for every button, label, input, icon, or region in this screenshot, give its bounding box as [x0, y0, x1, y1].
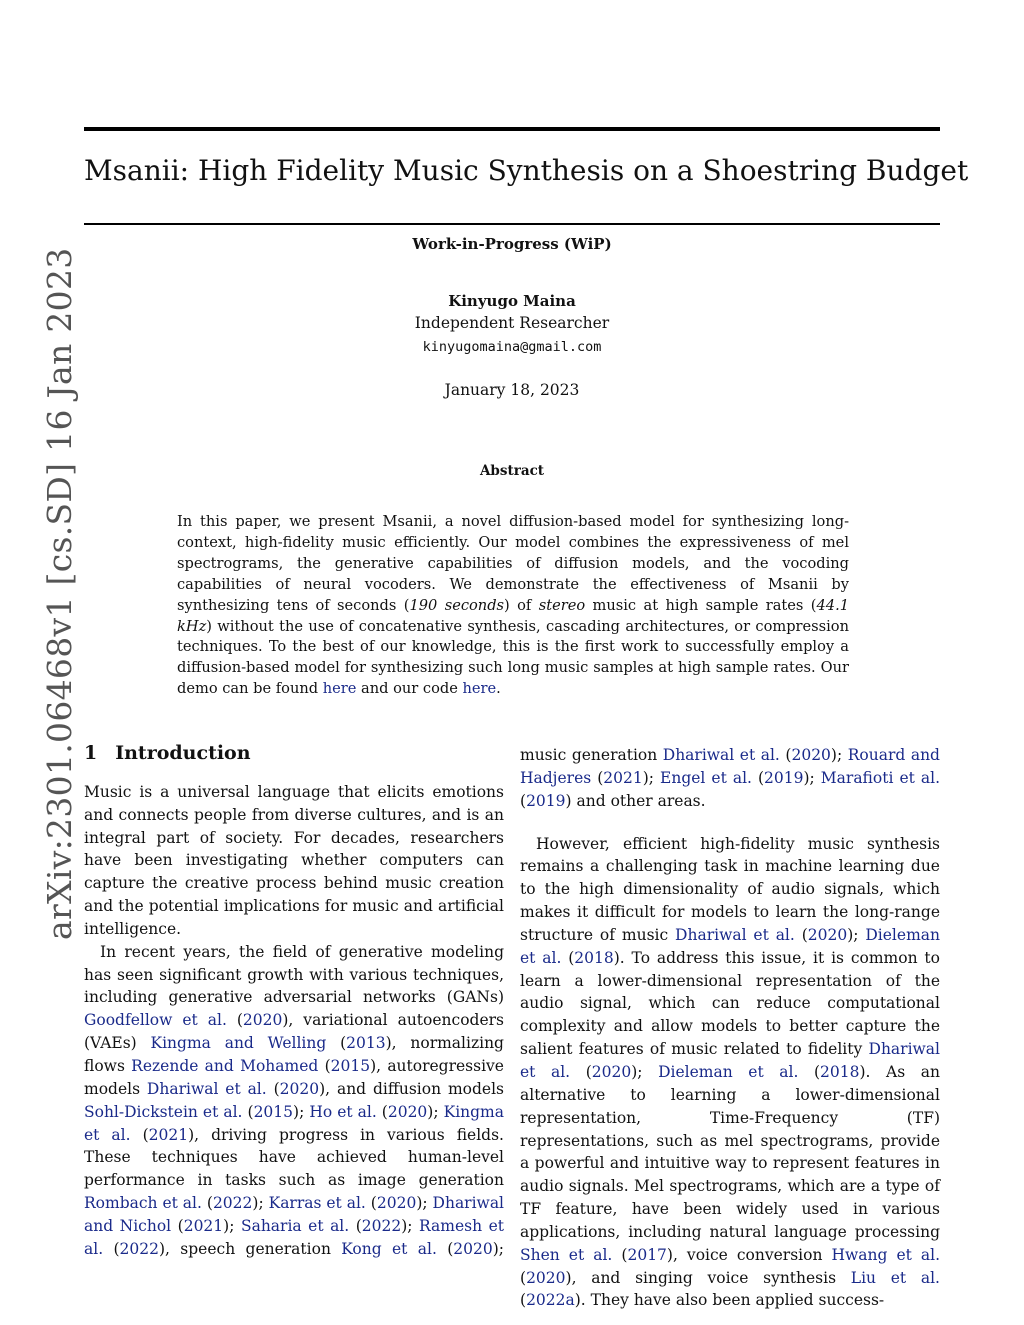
paragraph-text: ); — [847, 925, 866, 944]
paragraph-text: ( — [365, 1194, 377, 1213]
citation-link[interactable]: Dhariwal et al. — [662, 745, 780, 764]
citation-link[interactable]: 2019 — [526, 791, 566, 810]
citation-link[interactable]: 2021 — [603, 768, 643, 787]
citation-link[interactable]: Ho et al. — [309, 1102, 377, 1121]
paragraph-text: ); — [252, 1194, 269, 1213]
paper-date: January 18, 2023 — [444, 381, 580, 399]
paragraph-2-continued — [520, 744, 940, 813]
citation-link[interactable]: 2020 — [279, 1079, 320, 1098]
citation-link[interactable]: 2022a — [526, 1291, 575, 1310]
paragraph-text: ( — [751, 768, 765, 787]
citation-link[interactable]: Rouard and Hadjeres — [520, 745, 940, 787]
abstract-text: music at high sample rates ( — [585, 596, 817, 614]
citation-link[interactable]: Hwang et al. — [831, 1245, 941, 1264]
paragraph-text: ), and diffusion models — [319, 1079, 504, 1098]
citation-link[interactable]: 2017 — [627, 1245, 667, 1264]
abstract-text: In this paper, we present Msanii, a novel diffusion-based model for synthesizing long-context, high-fidelity music efficiently. Our model combines the expressiveness of mel spectrograms, the generative capabilities of diffusion models, and the vocoding capabilities of neural vocoders. We demonstrate the effectiveness of Msanii by synthesizing tens of seconds ( — [177, 513, 849, 614]
citation-link[interactable]: Sohl-Dickstein et al. — [84, 1102, 243, 1121]
paragraph-text: ( — [798, 1062, 821, 1081]
citation-link[interactable]: 2022 — [212, 1194, 253, 1213]
paragraph-text: ( — [376, 1102, 388, 1121]
paragraph-text: ), variational autoencoders (VAEs) — [84, 1011, 504, 1053]
citation-link[interactable]: 2015 — [253, 1102, 294, 1121]
paragraph-text: ); — [830, 745, 848, 764]
code-link[interactable]: here — [462, 680, 497, 698]
citation-link[interactable]: 2021 — [183, 1216, 224, 1235]
paragraph-text: ( — [130, 1125, 149, 1144]
paragraph-text: music generation — [520, 745, 658, 764]
paragraph-text: ( — [201, 1194, 213, 1213]
abstract-text: and our code — [356, 680, 463, 698]
paragraph-text: ( — [326, 1034, 347, 1053]
abstract-text: ) without the use of concatenative synthesis, cascading architectures, or compression techniques. To the best of our knowledge, this is the first work to successfully employ a diffusion-based model for synthesizing such long music samples at high sample rates. Our demo can be found — [177, 617, 849, 698]
citation-link[interactable]: Engel et al. — [660, 768, 752, 787]
paragraph-text: ), normalizing flows — [84, 1034, 504, 1075]
paper-subtitle: Work-in-Progress (WiP) — [412, 235, 612, 253]
paragraph-text: ), driving progress in various fields. These techniques have achieved human-level performance in tasks such as image generation — [84, 1125, 504, 1190]
abstract-text: . — [496, 680, 501, 698]
citation-link[interactable]: 2019 — [764, 768, 804, 787]
citation-link[interactable]: Dieleman et al. — [658, 1062, 799, 1081]
citation-link[interactable]: 2020 — [453, 1239, 493, 1258]
title-top-rule — [84, 127, 940, 131]
section-number: 1 — [84, 742, 98, 764]
citation-link[interactable]: 2020 — [807, 925, 848, 944]
citation-link[interactable]: Liu et al. — [850, 1268, 940, 1287]
paragraph-text: ( — [520, 1268, 527, 1287]
right-column — [520, 744, 940, 1312]
paragraph-text: ( — [171, 1216, 184, 1235]
paragraph-text: In recent years, the field of generative modeling has seen significant growth with various techniques, including generative adversarial networks (GANs) — [84, 942, 504, 1007]
paragraph-text: ); — [803, 768, 821, 787]
citation-link[interactable]: 2020 — [591, 1062, 632, 1081]
abstract-body — [177, 512, 849, 700]
paragraph-text: ), autoregressive models — [84, 1056, 504, 1098]
paragraph-text: ), and singing voice synthesis — [565, 1268, 851, 1287]
abstract-emphasis: 44.1 kHz — [177, 596, 849, 635]
citation-link[interactable]: Goodfellow et al. — [84, 1011, 227, 1030]
citation-link[interactable]: Ramesh et al. — [84, 1216, 504, 1258]
citation-link[interactable]: Dieleman et al. — [520, 925, 940, 967]
paragraph-text: ( — [242, 1102, 254, 1121]
citation-link[interactable]: Rombach et al. — [84, 1194, 202, 1213]
paragraph-3 — [520, 833, 940, 1313]
paragraph-text: ( — [226, 1011, 243, 1030]
abstract-heading: Abstract — [479, 463, 545, 479]
demo-link[interactable]: here — [322, 680, 357, 698]
citation-link[interactable]: Kingma et al. — [84, 1102, 504, 1144]
paragraph-text: ); — [631, 1062, 659, 1081]
author-email[interactable]: kinyugomaina@gmail.com — [422, 339, 602, 355]
abstract-emphasis: 190 seconds — [409, 596, 505, 614]
paragraph-text: ( — [318, 1056, 331, 1075]
paragraph-text: ( — [794, 925, 808, 944]
citation-link[interactable]: 2022 — [361, 1216, 402, 1235]
citation-link[interactable]: 2018 — [574, 948, 614, 967]
citation-link[interactable]: 2020 — [242, 1011, 283, 1030]
citation-link[interactable]: Karras et al. — [268, 1194, 366, 1213]
paragraph-text: ( — [520, 1291, 527, 1310]
paragraph-text: ); — [492, 1239, 504, 1258]
paragraph-text: ( — [266, 1079, 280, 1098]
citation-link[interactable]: 2021 — [148, 1125, 189, 1144]
citation-link[interactable]: 2020 — [791, 745, 831, 764]
arxiv-identifier: arXiv:2301.06468v1 [cs.SD] 16 Jan 2023 — [40, 247, 79, 940]
paragraph-text: ( — [103, 1239, 120, 1258]
paragraph-text: ), speech generation — [158, 1239, 342, 1258]
paragraph-2 — [84, 941, 504, 1260]
citation-link[interactable]: 2020 — [376, 1194, 417, 1213]
paragraph-text: However, efficient high-fidelity music synthesis remains a challenging task in machine learning due to the high dimensionality of audio signals, which makes it difficult for models to learn the long-range structure of music — [520, 834, 940, 944]
paragraph-text: ); — [427, 1102, 444, 1121]
section-title: Introduction — [115, 742, 251, 764]
paragraph-text: ) and other areas. — [565, 791, 706, 810]
citation-link[interactable]: 2015 — [330, 1056, 371, 1075]
citation-link[interactable]: 2020 — [526, 1268, 566, 1287]
paragraph-text: ( — [349, 1216, 362, 1235]
citation-link[interactable]: Dhariwal and Nichol — [84, 1194, 504, 1235]
citation-link[interactable]: 2020 — [387, 1102, 428, 1121]
citation-link[interactable]: Rezende and Mohamed — [131, 1056, 319, 1075]
paragraph-text: ); — [401, 1216, 420, 1235]
paragraph-text: ( — [591, 768, 604, 787]
paragraph-text: ). They have also been applied success- — [574, 1291, 885, 1310]
citation-link[interactable]: Saharia et al. — [240, 1216, 350, 1235]
paragraph-text: ), voice conversion — [666, 1245, 832, 1264]
paragraph-text: ); — [416, 1194, 433, 1213]
left-column — [84, 742, 504, 1260]
paragraph-text: ( — [779, 745, 792, 764]
citation-link[interactable]: Marafioti et al. — [820, 768, 940, 787]
citation-link[interactable]: Dhariwal et al. — [675, 925, 795, 944]
author-affiliation: Independent Researcher — [414, 314, 610, 332]
paragraph-text: ); — [223, 1216, 241, 1235]
paragraph-text: ( — [612, 1245, 628, 1264]
abstract-emphasis: stereo — [538, 596, 586, 614]
paragraph-text: ( — [570, 1062, 592, 1081]
paragraph-1: Music is a universal language that elicits emotions and connects people from diverse cultures, and is an integral part of society. For decades, researchers have been investigating whether computers can capture the creative process behind music creation and the potential implications for music and artificial intelligence. — [84, 782, 504, 938]
paragraph-text: ( — [520, 791, 527, 810]
citation-link[interactable]: Shen et al. — [520, 1245, 613, 1264]
citation-link[interactable]: 2013 — [346, 1034, 386, 1053]
section-heading — [84, 742, 504, 765]
paragraph-text: ); — [293, 1102, 310, 1121]
citation-link[interactable]: Kingma and Welling — [150, 1034, 327, 1053]
paragraph-text: ). To address this issue, it is common to learn a lower-dimensional representation of the audio signal, which can reduce computational complexity and allow models to better capture the salient features of music related to fidelity — [520, 948, 940, 1059]
abstract-text: ) of — [504, 596, 539, 614]
citation-link[interactable]: 2018 — [820, 1062, 860, 1081]
paragraph-text: ( — [561, 948, 575, 967]
citation-link[interactable]: Dhariwal et al. — [520, 1040, 940, 1081]
citation-link[interactable]: 2022 — [119, 1239, 159, 1258]
citation-link[interactable]: Kong et al. — [341, 1239, 437, 1258]
paragraph-text: ). As an alternative to learning a lower-dimensional representation, Time-Frequency (TF) representations, such as mel spectrograms, provide a powerful and intuitive way to represent features in audio signals. Mel spectrograms, which are a type of TF feature, have been widely used in various applications, including natural language processing — [520, 1062, 940, 1241]
author-name: Kinyugo Maina — [448, 292, 576, 310]
citation-link[interactable]: Dhariwal et al. — [146, 1079, 267, 1098]
title-bottom-rule — [84, 223, 940, 225]
paper-title: Msanii: High Fidelity Music Synthesis on a Shoestring Budget — [84, 154, 969, 187]
paragraph-text: ( — [436, 1239, 454, 1258]
paragraph-text: ); — [642, 768, 661, 787]
